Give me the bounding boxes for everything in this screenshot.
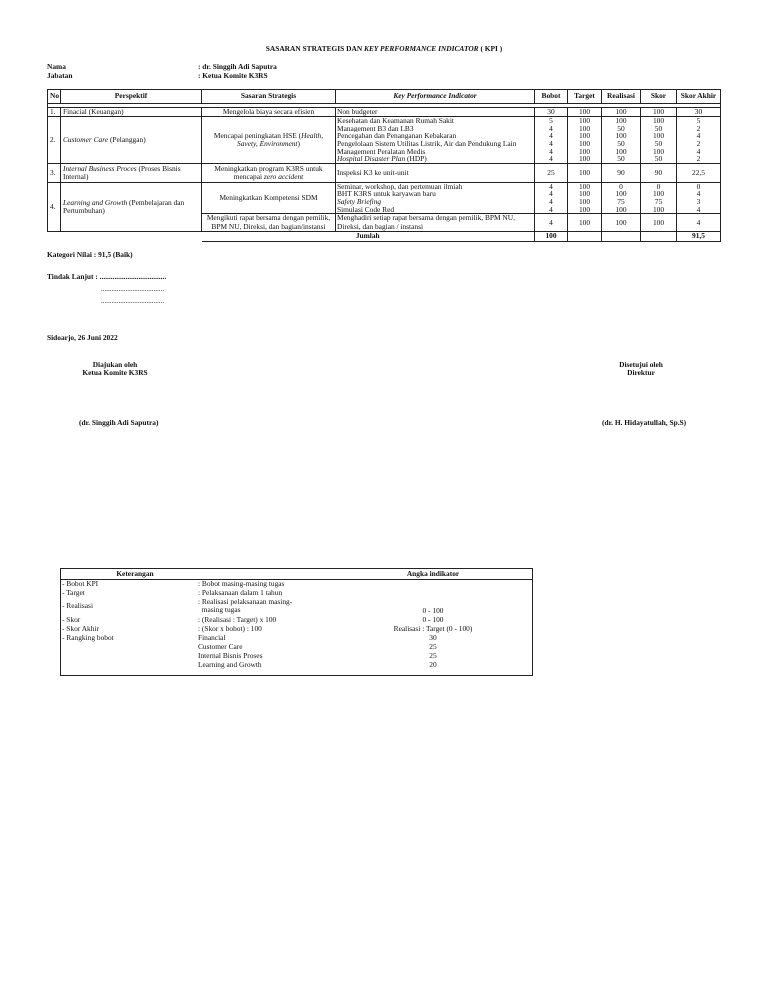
row2-bobot-value: 4	[549, 140, 553, 148]
row2-realisasi-value: 50	[617, 124, 625, 133]
row3-sasaran-italic2: zero accident	[263, 171, 304, 181]
row2-realisasi	[602, 117, 641, 164]
row4a-skor-akhir	[677, 182, 721, 213]
left-role-line1: Diajukan oleh	[92, 360, 138, 369]
legend-desc: masing tugas	[198, 605, 241, 614]
total-empty	[568, 232, 602, 241]
row4-perspektif-suffix2: Pertumbuhan)	[63, 206, 105, 216]
row4a-kpi-line: Simulasi Code Red	[337, 205, 395, 214]
legend-row	[62, 625, 532, 634]
tindak-lanjut-dots: ....................................	[101, 297, 164, 305]
row4b-skor: 100	[641, 214, 677, 232]
title-prefix: SASARAN STRATEGIS DAN	[265, 44, 365, 53]
row3-sasaran-line1: Meningkatkan program K3RS untuk	[214, 163, 323, 173]
legend-desc: : Bobot masing-masing tugas	[198, 579, 285, 588]
row4b-kpi	[336, 214, 535, 232]
total-bobot: 100	[535, 232, 568, 241]
row4b-kpi-line1: Menghadiri setiap rapat bersama dengan pemilik, BPM NU,	[337, 213, 515, 223]
row2-kpi-line: Pencegahan dan Penanganan Kebakaran	[337, 132, 457, 141]
table-row	[48, 108, 721, 117]
title-suffix: ( KPI )	[478, 44, 503, 53]
legend-value: 20	[429, 660, 437, 669]
legend-term: - Bobot KPI	[62, 579, 99, 588]
row4a-skor-value: 0	[656, 182, 661, 191]
row4a-realisasi-value: 75	[617, 198, 625, 206]
legend-term: - Target	[62, 588, 85, 597]
legend-value: 0 - 100	[422, 615, 444, 624]
tindak-lanjut-dots: ....................................	[101, 285, 164, 293]
table-row	[48, 163, 721, 182]
legend-desc: Customer Care	[198, 642, 243, 651]
row2-target-value: 100	[578, 140, 591, 148]
row2-perspektif-suffix: (Pelanggan)	[108, 134, 146, 144]
legend-desc: : Realisasi pelaksanaan masing-	[198, 597, 293, 606]
legend-header-right: Angka indikator	[406, 569, 460, 578]
row2-target-value: 100	[578, 132, 591, 141]
row2-realisasi-value: 100	[615, 117, 627, 125]
row4a-skor-value: 75	[654, 198, 663, 206]
row4a-realisasi-value: 100	[615, 205, 627, 214]
jabatan-label: Jabatan	[47, 71, 73, 80]
row1-target: 100	[568, 108, 602, 117]
row2-skor-akhir-value: 4	[696, 147, 701, 156]
row1-sasaran: Mengelola biaya secara efisien	[202, 108, 336, 117]
legend-term: - Rangking bobot	[62, 633, 114, 642]
legend-row	[62, 634, 532, 643]
total-label: Jumlah	[202, 232, 535, 241]
nama-label: Nama	[47, 62, 66, 71]
total-empty	[641, 232, 677, 241]
legend-value: 25	[429, 651, 437, 660]
legend-value: 25	[429, 642, 437, 651]
row4a-bobot-value: 4	[549, 205, 553, 214]
row3-target: 100	[568, 163, 602, 182]
row4a-skor-value: 100	[652, 190, 665, 199]
kategori-nilai: Kategori Nilai : 91,5 (Baik)	[47, 250, 133, 259]
row4b-sasaran	[202, 214, 336, 232]
row2-kpi	[336, 117, 535, 164]
right-role-line2: Direktur	[627, 368, 655, 378]
row2-skor-value: 100	[652, 147, 665, 156]
row2-skor-akhir-value: 5	[696, 117, 701, 125]
table-row	[48, 117, 721, 164]
right-signer-name: (dr. H. Hidayatullah, Sp.S)	[602, 418, 687, 427]
row4a-target-value: 100	[578, 198, 591, 206]
row4a-skor-value: 100	[652, 205, 665, 214]
nama-value: : dr. Singgih Adi Saputra	[198, 62, 277, 71]
jabatan-value: : Ketua Komite K3RS	[198, 71, 268, 80]
legend-body	[62, 580, 532, 670]
row3-sasaran-prefix2: mencapai	[233, 171, 264, 181]
row2-bobot-value: 4	[549, 147, 553, 156]
row1-perspektif: Finacial (Keuangan)	[61, 108, 202, 117]
row3-perspektif-suffix2: Internal)	[63, 171, 89, 181]
row2-skor-akhir-value: 2	[696, 140, 701, 148]
row4b-skor-akhir: 4	[677, 214, 721, 232]
row4a-skor	[641, 182, 677, 213]
legend-value: 30	[429, 633, 437, 642]
row2-target-value: 100	[578, 147, 591, 156]
row4a-skor-akhir-value: 4	[696, 205, 701, 214]
row2-kpi-line: Kesehatan dan Keamanan Rumah Sakit	[337, 117, 454, 125]
row2-kpi-line: Management B3 dan LB3	[337, 124, 414, 133]
total-row	[48, 232, 721, 241]
row2-target-value: 100	[578, 117, 591, 125]
row2-bobot-value: 4	[549, 155, 553, 163]
row4a-realisasi	[602, 182, 641, 213]
table-header-row	[48, 90, 721, 104]
row2-skor-value: 100	[652, 117, 665, 125]
row4-perspektif	[61, 182, 202, 231]
row1-realisasi: 100	[602, 108, 641, 117]
legend-term: - Skor	[62, 615, 81, 624]
kpi-table	[47, 89, 721, 242]
legend-row	[62, 661, 532, 670]
row2-kpi-line-last	[337, 155, 533, 163]
header-skor-akhir: Skor Akhir	[677, 90, 721, 104]
row1-skor-akhir: 30	[677, 108, 721, 117]
row2-skor	[641, 117, 677, 164]
total-empty	[61, 232, 202, 241]
row3-skor-akhir: 22,5	[677, 163, 721, 182]
row2-sasaran-suffix: )	[297, 139, 300, 149]
row4b-bobot: 4	[535, 214, 568, 232]
row4a-bobot	[535, 182, 568, 213]
row2-target	[568, 117, 602, 164]
legend-desc: : (Realisasi : Target) x 100	[198, 615, 277, 624]
row2-bobot-value: 4	[549, 124, 553, 133]
row3-skor: 90	[641, 163, 677, 182]
row2-bobot-value: 5	[549, 117, 553, 125]
row4b-sasaran-line1: Mengikuti rapat bersama dengan pemilik,	[206, 213, 331, 223]
row4b-sasaran-line2: BPM NU, Direksi, dan bagian/instansi	[211, 221, 326, 231]
row2-no: 2.	[48, 117, 61, 164]
legend-row	[62, 589, 532, 598]
legend-value: 0 - 100	[422, 606, 444, 615]
row3-perspektif-suffix1: (Proses Bisnis	[136, 163, 181, 173]
row4b-target: 100	[568, 214, 602, 232]
table-row	[48, 182, 721, 213]
header-bobot: Bobot	[535, 90, 568, 104]
row2-kpi-last-italic: Hospital Disaster Plan	[337, 155, 406, 163]
row4a-realisasi-value: 100	[615, 190, 627, 199]
row2-kpi-line: Pengelolaan Sistem Utilitas Listrik, Air dan Pendukung Lain	[337, 140, 517, 148]
row2-sasaran-italic2: Savety, Environment	[237, 139, 298, 149]
row4a-skor-akhir-value: 0	[696, 182, 701, 191]
row3-realisasi: 90	[602, 163, 641, 182]
title-italic: KEY PERFORMANCE INDICATOR	[364, 44, 479, 53]
row4a-target	[568, 182, 602, 213]
legend-term: - Skor Akhir	[62, 624, 99, 633]
legend-row	[62, 643, 532, 652]
row3-perspektif	[61, 163, 202, 182]
row2-skor-akhir-value: 4	[696, 132, 701, 141]
row4b-realisasi: 100	[602, 214, 641, 232]
row2-perspektif	[61, 117, 202, 164]
row2-skor-akhir-value: 2	[696, 124, 701, 133]
row2-realisasi-value: 50	[617, 155, 625, 163]
right-role-line1: Disetujui oleh	[619, 360, 663, 369]
row4a-kpi-line: BHT K3RS untuk karyawan baru	[337, 190, 436, 199]
legend-header-left: Keterangan	[116, 569, 154, 578]
left-signer-name: (dr. Singgih Adi Saputra)	[79, 418, 159, 427]
row2-realisasi-value: 100	[615, 132, 627, 141]
legend-desc: : (Skor x bobot) : 100	[198, 624, 262, 633]
legend-row	[62, 580, 532, 589]
total-skor-akhir: 91,5	[677, 232, 721, 241]
row1-kpi: Non budgeter	[336, 108, 535, 117]
left-signer-role	[60, 361, 170, 378]
tindak-lanjut-label: Tindak Lanjut :	[47, 272, 100, 281]
left-role-line2: Ketua Komite K3RS	[82, 368, 148, 378]
legend-desc: Financial	[198, 633, 226, 642]
row2-perspektif-italic: Customer Care	[63, 134, 109, 144]
row1-bobot: 30	[535, 108, 568, 117]
header-perspektif: Perspektif	[61, 90, 202, 104]
header-kpi: Key Performance Indicator	[336, 90, 535, 104]
row4a-bobot-value: 4	[549, 198, 553, 206]
row2-sasaran	[202, 117, 336, 164]
row2-skor-akhir	[677, 117, 721, 164]
header-no: No	[48, 90, 61, 104]
row2-skor-value: 100	[652, 132, 665, 141]
row4a-target-value: 100	[578, 205, 591, 214]
row4a-kpi	[336, 182, 535, 213]
row2-target-value: 100	[578, 155, 591, 163]
row2-skor-value: 50	[654, 124, 663, 133]
row4a-skor-akhir-value: 3	[696, 198, 701, 206]
row4a-kpi-line: Seminar, workshop, dan pertemuan ilmiah	[337, 182, 463, 191]
row3-bobot: 25	[535, 163, 568, 182]
row3-kpi: Inspeksi K3 ke unit-unit	[336, 163, 535, 182]
total-empty	[602, 232, 641, 241]
row2-sasaran-italic1: Health,	[301, 130, 324, 140]
document-title	[0, 45, 768, 53]
row2-kpi-last-suffix: (HDP)	[405, 155, 427, 163]
row1-skor: 100	[641, 108, 677, 117]
row2-skor-akhir-value: 2	[696, 155, 701, 163]
row4a-realisasi-value: 0	[619, 182, 623, 191]
row2-realisasi-value: 50	[617, 140, 625, 148]
row4a-bobot-value: 4	[549, 190, 553, 199]
header-realisasi: Realisasi	[602, 90, 641, 104]
row4a-kpi-line-italic: Safety Briefing	[337, 198, 382, 206]
row4a-bobot-value: 4	[549, 182, 553, 191]
legend-desc: : Pelaksanaan dalam 1 tahun	[198, 588, 283, 597]
row3-no: 3.	[48, 163, 61, 182]
tindak-lanjut	[47, 273, 166, 281]
legend-row	[62, 652, 532, 661]
row4a-target-value: 100	[578, 190, 591, 199]
row4-no: 4.	[48, 182, 61, 231]
row2-kpi-line: Management Peralatan Medis	[337, 147, 426, 156]
row3-sasaran	[202, 163, 336, 182]
row4a-skor-akhir-value: 4	[696, 190, 701, 199]
row4a-sasaran: Meningkatkan Kompetensi SDM	[202, 182, 336, 213]
row2-skor-value: 50	[654, 155, 663, 163]
row2-skor-value: 50	[654, 140, 663, 148]
row2-bobot	[535, 117, 568, 164]
row4a-target-value: 100	[578, 182, 591, 191]
header-target: Target	[568, 90, 602, 104]
legend-term: - Realisasi	[62, 601, 93, 610]
header-skor: Skor	[641, 90, 677, 104]
row2-target-value: 100	[578, 124, 591, 133]
tindak-lanjut-dots: ....................................	[99, 272, 167, 281]
legend-desc: Learning and Growth	[198, 660, 262, 669]
row2-sasaran-prefix: Mencapai peningkatan HSE (	[213, 130, 302, 140]
place-date: Sidoarjo, 26 Juni 2022	[47, 333, 118, 342]
row1-no: 1.	[48, 108, 61, 117]
header-sasaran: Sasaran Strategis	[202, 90, 336, 104]
legend-row	[62, 598, 532, 616]
legend-value: Realisasi : Target (0 - 100)	[393, 624, 473, 633]
total-empty	[48, 232, 61, 241]
row4-perspektif-italic: Learning and Growth	[63, 197, 128, 207]
legend-desc: Internal Bisnis Proses	[198, 651, 263, 660]
row3-perspektif-italic: Internal Business Proces	[63, 163, 137, 173]
row2-realisasi-value: 100	[615, 147, 627, 156]
right-signer-role	[586, 361, 696, 378]
row4-perspektif-suffix1: (Pembelajaran dan	[127, 197, 185, 207]
row4b-kpi-line2: Direksi, dan bagian / instansi	[337, 221, 424, 231]
row2-bobot-value: 4	[549, 132, 553, 141]
